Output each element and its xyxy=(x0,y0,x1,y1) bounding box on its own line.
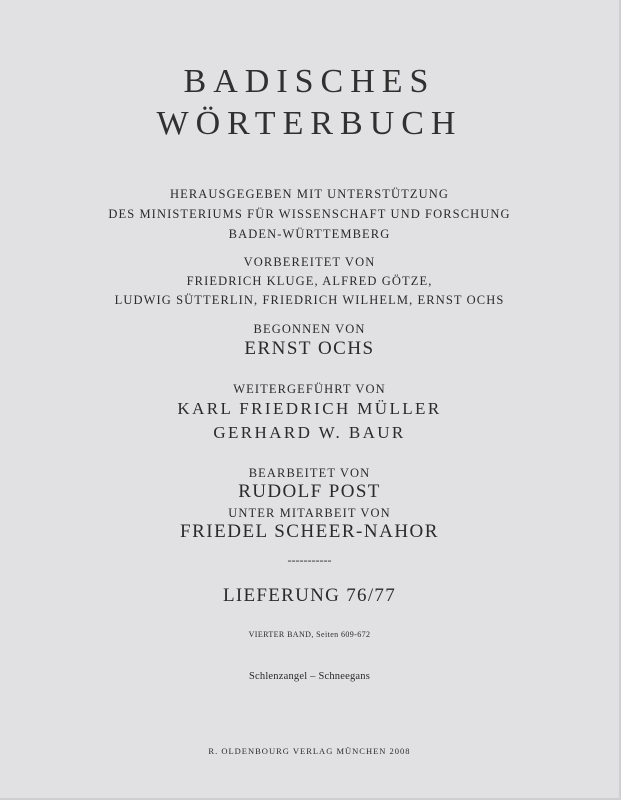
volume-label: VIERTER BAND, xyxy=(248,630,314,639)
book-title-line-1: BADISCHES xyxy=(183,63,436,100)
prepared-names-1: FRIEDRICH KLUGE, ALFRED GÖTZE, xyxy=(186,274,433,288)
book-title-line-2: WÖRTERBUCH xyxy=(156,105,463,142)
assist-name: FRIEDEL SCHEER-NAHOR xyxy=(180,521,439,542)
entry-range: Schlenzangel – Schneegans xyxy=(248,671,371,682)
page-range: Seiten 609-672 xyxy=(316,630,371,639)
volume-info xyxy=(0,629,619,641)
editors-line-1: HERAUSGEGEBEN MIT UNTERSTÜTZUNG xyxy=(170,187,449,201)
continued-name-2: GERHARD W. BAUR xyxy=(213,423,406,442)
begun-label: BEGONNEN VON xyxy=(253,322,366,336)
continued-name-1: KARL FRIEDRICH MÜLLER xyxy=(177,399,442,418)
publisher-imprint: R. OLDENBOURG VERLAG MÜNCHEN 2008 xyxy=(208,746,411,756)
edited-name: RUDOLF POST xyxy=(238,481,381,502)
lieferung-number: LIEFERUNG 76/77 xyxy=(222,585,397,606)
continued-label: WEITERGEFÜHRT VON xyxy=(233,382,386,396)
prepared-label: VORBEREITET VON xyxy=(243,255,376,269)
assist-label: UNTER MITARBEIT VON xyxy=(228,506,391,520)
editors-line-3: BADEN-WÜRTTEMBERG xyxy=(228,227,391,241)
editors-line-2: DES MINISTERIUMS FÜR WISSENSCHAFT UND FORSCHUNG xyxy=(108,207,511,221)
section-divider: ----------- xyxy=(287,553,332,567)
begun-name: ERNST OCHS xyxy=(244,338,375,359)
prepared-names-2: LUDWIG SÜTTERLIN, FRIEDRICH WILHELM, ERNST OCHS xyxy=(114,293,505,307)
edited-label: BEARBEITET VON xyxy=(248,466,371,480)
